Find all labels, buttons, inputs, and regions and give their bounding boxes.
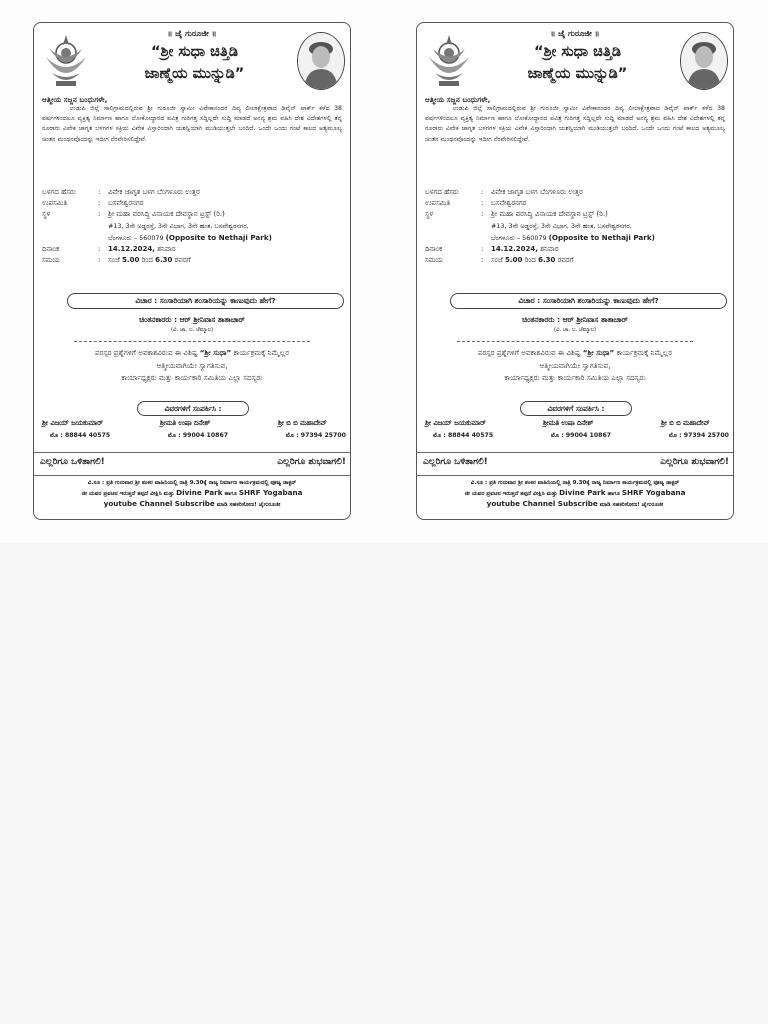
channel-name: SHRF Yogabana [621, 488, 686, 497]
contact-list [42, 419, 346, 440]
contact-phone: ಮೊ : 88844 40575 [433, 432, 494, 439]
invite-line-2: ಆತ್ಮೀಯವಾಗಿಯೇ ಸ್ವಾಗತಿಸುವ, [539, 360, 611, 370]
speaker-subtitle: (ವಿ. ಜಾ. ಬ. ಜೆಮ್ಮಾಲ) [170, 327, 214, 333]
divider [417, 475, 733, 476]
note-text: ಮಾಡಿ ಸಹಕರಿಸೋಣ! ಜೈಗುರೂಜೀ [599, 502, 664, 508]
info-label: ಸ್ಥಳ [425, 210, 434, 218]
info-sep: : [481, 199, 484, 207]
lotus-emblem-icon [42, 29, 90, 89]
time-part: ಸಂಜೆ [491, 256, 503, 264]
note-line-2 [421, 488, 729, 499]
time-end: 6.30 [538, 256, 556, 264]
date-number: 14.12.2024, [108, 245, 155, 253]
address-line-1: #13, 3ನೇ ಅಡ್ಡರಸ್ತೆ, 3ನೇ ವಿಭಾಗ, 3ನೇ ಹಂತ, ಬಸವೇಶ್ವರನಗರ, [491, 222, 632, 230]
contact-heading: ವಿವರಗಳಿಗೆ ಸಂಪರ್ಕಿಸಿ : [137, 401, 249, 416]
speaker: ಚಿಂತನಕಾರರು : ಆರ್ ಶ್ರೀನಿವಾಸ ತಾತಾಚಾರ್ [139, 315, 245, 324]
contact-item [425, 419, 493, 440]
info-row-group [42, 187, 344, 198]
divider [457, 341, 693, 342]
info-sep: : [98, 210, 101, 218]
info-label: ಸ್ಥಳ [42, 210, 51, 218]
title-line-2: ಜಾಣ್ಮೆಯ ಮುನ್ನುಡಿ” [144, 66, 245, 82]
channel-name: Divine Park [176, 488, 223, 497]
address-city: ಬೆಂಗಳೂರು – 560079 [108, 234, 164, 242]
date-label: ದಿನಾಂಕ [42, 245, 60, 253]
info-label: ಉಪಸಮಿತಿ [425, 199, 451, 207]
speaker: ಚಿಂತನಕಾರರು : ಆರ್ ಶ್ರೀನಿವಾಸ ತಾತಾಚಾರ್ [522, 315, 628, 324]
info-row-subcommittee [42, 198, 344, 209]
divider [34, 452, 350, 453]
time-part: ಸಂಜೆ [108, 256, 120, 264]
address-line-2 [42, 232, 344, 244]
intro-paragraph: ಉಡುಪಿ ಜಿಲ್ಲೆ ಸಾಲಿಗ್ರಾಮದಲ್ಲಿರುವ ಶ್ರೀ ಗುರೂಜೀ ಸ್ವಾಮೀ ವಿವೇಕಾನಂದರ ದಿವ್ಯ ಲೀಲಾಕ್ಷೇತ್ರವಾದ ಡಿವೈನ್ ಪಾರ್ಕ್ ಕಳೆದ 38 ವರ್ಷಗಳಿಂದಲೂ ವ್ಯಕ್ತಿತ್ವ ನಿರ್ಮಾಣ ಹಾಗೂ ಲೋಕೋದ್ಧಾರದ ಪವಿತ್ರ ಗುರಿಗತ್ತ ಸದ್ದಿಲ್ಲದೇ ಸುದ್ದಿ ಮಾಡದೆ ಅನನ್ಯ ಶ್ರಮ ವಹಿಸಿ ದೇಶ ವಿದೇಶಗಳಲ್ಲಿ ತನ್ನ ನೂರಾರು ವಿವೇಕ ಜಾಗೃತ ಬಳಗಗಳ ಸಕ್ರಿಯ ವಿವೇಕ ವಿಸ್ತಾರಿಂದಾಗಿ ಯಶಸ್ವಿಯಾಗಿ ಮುಡಿಯುತ್ತಲೇ ಬಂದಿದೆ. ಒಂದೇ ಒಂದು ಗಂಟೆ ಕಾಲದ ಅತ್ಯಮೂಲ್ಯ ಚಿಂತನ ಮಂಥನವೊಂದನ್ನು ಇದೀಗ ನೆರವೇರಿಸಲಿದ್ದೇವೆ. [425, 105, 725, 143]
info-sep: : [481, 256, 484, 264]
event-info [42, 187, 344, 266]
contact-phone: ಮೊ : 99004 10867 [167, 432, 229, 439]
footer-note [38, 478, 346, 510]
date-value [491, 244, 727, 255]
subscribe-text: youtube Channel Subscribe [103, 499, 215, 508]
info-sep: : [481, 188, 484, 196]
contact-item [160, 419, 228, 440]
info-sep: : [98, 245, 101, 253]
portrait-image [680, 32, 728, 90]
channel-name: SHRF Yogabana [238, 488, 303, 497]
note-line-3 [38, 499, 346, 510]
contact-phone: ಮೊ : 88844 40575 [50, 432, 111, 439]
time-part: ರಿಂದ [524, 256, 536, 264]
note-text: ಜೀ ಯವರ ಪ್ರವಚನ ಇರುತ್ತದೆ ತಪ್ಪದೆ ವೀಕ್ಷಿಸಿ ಮತ್ತು [81, 491, 175, 497]
info-value: ವಿವೇಕ ಜಾಗೃತ ಬಳಗ ಬೆಂಗಳೂರು ಉತ್ತರ [491, 188, 583, 196]
info-label: ಬಳಗದ ಹೆಸರು [42, 188, 76, 196]
info-sep: : [481, 245, 484, 253]
contact-phone: ಮೊ : 99004 10867 [550, 432, 612, 439]
time-start: 5.00 [505, 256, 523, 264]
note-text: ಜೀ ಯವರ ಪ್ರವಚನ ಇರುತ್ತದೆ ತಪ್ಪದೆ ವೀಕ್ಷಿಸಿ ಮತ್ತು [464, 491, 558, 497]
address-line-2 [425, 232, 727, 244]
contact-phone: ಮೊ : 97394 25700 [668, 432, 729, 439]
info-sep: : [98, 199, 101, 207]
divider [417, 452, 733, 453]
contact-name: ಶ್ರೀಮತಿ ಉಷಾ ದಿನೇಶ್ [542, 419, 594, 427]
invite-line-3: ಕಾರ್ಯಾಧ್ಯಕ್ಷರು ಮತ್ತು ಕಾರ್ಯಕಾರಿ ಸಮಿತಿಯ ಎಲ್ಲಾ ಸದಸ್ಯರು [504, 373, 646, 382]
invite-line-1 [417, 347, 733, 360]
date-day: ಶನಿವಾರ [540, 245, 559, 253]
note-text: ಹಾಗೂ [607, 491, 620, 497]
welcome-text: ಎಲ್ಲರಿಗೂ ಒಳಿತಾಗಲಿ! [423, 457, 488, 467]
divider [74, 341, 310, 342]
address-landmark: (Opposite to Nethaji Park) [548, 233, 655, 242]
note-text: ಹಾಗೂ [224, 491, 237, 497]
footer-note [421, 478, 729, 510]
note-line-3 [421, 499, 729, 510]
address-landmark: (Opposite to Nethaji Park) [165, 233, 272, 242]
date-day: ಶನಿವಾರ [157, 245, 176, 253]
subscribe-text: youtube Channel Subscribe [486, 499, 598, 508]
contact-phone: ಮೊ : 97394 25700 [285, 432, 346, 439]
contact-heading: ವಿವರಗಳಿಗೆ ಸಂಪರ್ಕಿಸಿ : [520, 401, 632, 416]
invitation-card-left [33, 22, 351, 520]
topic-box: ವಿಚಾರ : ಸಂಸಾರಿಯಾಗಿ ಶಂಸಾರಿಯನ್ನು ಕಾಣುವುದು ಹೇಗೆ? [450, 293, 727, 309]
info-sep: : [481, 210, 484, 218]
contact-name: ಶ್ರೀ ಬಿ ಬಿ ಮಹಾದೇವ್ [277, 419, 327, 427]
info-value: ಶ್ರೀ ಮಹಾ ವರಸಿದ್ಧಿ ವಿನಾಯಕ ದೇವಸ್ಥಾನ ಟ್ರಸ್ಟ್ (ರಿ.) [108, 210, 225, 218]
time-value [108, 255, 344, 266]
time-part: ರವರಗೆ [174, 256, 191, 264]
welcome-text: ಎಲ್ಲರಿಗೂ ಒಳಿತಾಗಲಿ! [40, 457, 105, 467]
speaker-subtitle: (ವಿ. ಜಾ. ಬ. ಜೆಮ್ಮಾಲ) [553, 327, 597, 333]
contact-name: ಶ್ರೀ ಬಿ ಬಿ ಮಹಾದೇವ್ [660, 419, 710, 427]
invite-line-2: ಆತ್ಮೀಯವಾಗಿಯೇ ಸ್ವಾಗತಿಸುವ, [156, 360, 228, 370]
time-part: ರವರಗೆ [557, 256, 574, 264]
contact-name: ಶ್ರೀಮತಿ ಉಷಾ ದಿನೇಶ್ [159, 419, 211, 427]
divider [34, 475, 350, 476]
channel-name: Divine Park [559, 488, 606, 497]
invitation-text [417, 347, 733, 385]
date-label: ದಿನಾಂಕ [425, 245, 443, 253]
info-value: ಬಸವೇಶ್ವರನಗರ [491, 199, 527, 207]
topic-box: ವಿಚಾರ : ಸಂಸಾರಿಯಾಗಿ ಶಂಸಾರಿಯನ್ನು ಕಾಣುವುದು ಹೇಗೆ? [67, 293, 344, 309]
top-line: ॥ ಜೈ ಗುರೂಜೀ ॥ [550, 29, 600, 38]
wishes-text: ಎಲ್ಲರಿಗೂ ಶುಭವಾಗಲಿ! [660, 457, 729, 467]
date-number: 14.12.2024, [491, 245, 538, 253]
program-name: “ಶ್ರೀ ಸುಧಾ” [582, 348, 615, 357]
info-row-group [425, 187, 727, 198]
contact-name: ಶ್ರೀ ವಿಜಯ್ ಜಯಕುಮಾರ್ [42, 419, 103, 427]
info-row-subcommittee [425, 198, 727, 209]
info-value: ಬಸವೇಶ್ವರನಗರ [108, 199, 144, 207]
note-line-2 [38, 488, 346, 499]
invite-line-3: ಕಾರ್ಯಾಧ್ಯಕ್ಷರು ಮತ್ತು ಕಾರ್ಯಕಾರಿ ಸಮಿತಿಯ ಎಲ್ಲಾ ಸದಸ್ಯರು [121, 373, 263, 382]
info-row-venue [425, 209, 727, 220]
contact-item [661, 419, 729, 440]
invite-text: ಪರಸ್ಪರ ಪ್ರಶ್ನೆಗಳಿಗೆ ಅವಕಾಶವಿರುವ ಈ ವಿಶಿಷ್ಟ [477, 348, 581, 357]
wishes-text: ಎಲ್ಲರಿಗೂ ಶುಭವಾಗಲಿ! [277, 457, 346, 467]
contact-item [278, 419, 346, 440]
note-line-1: ವಿ.ಸೂ : ಪ್ರತಿ ಗುರುವಾರ ಶ್ರೀ ಶಂಕರ ವಾಹಿನಿಯಲ್ಲಿ ರಾತ್ರಿ 9.30ಕ್ಕೆ ರಾಜ್ಯ ನಿರ್ಮಾಣ ಕಾರ್ಯಕ್ರಮದಲ್ಲಿ ಪೂಜ್ಯ ಡಾಕ್ಟರ್ [470, 480, 680, 486]
time-part: ರಿಂದ [141, 256, 153, 264]
title [94, 41, 295, 85]
info-label: ಬಳಗದ ಹೆಸರು [425, 188, 459, 196]
title-line-1: “ಶ್ರೀ ಸುಧಾ ಚಿತ್ತಿಡಿ [151, 44, 238, 60]
time-label: ಸಮಯ [42, 256, 60, 264]
title-line-1: “ಶ್ರೀ ಸುಧಾ ಚಿತ್ತಿಡಿ [534, 44, 621, 60]
invitation-text [34, 347, 350, 385]
title-line-2: ಜಾಣ್ಮೆಯ ಮುನ್ನುಡಿ” [527, 66, 628, 82]
intro-paragraph: ಉಡುಪಿ ಜಿಲ್ಲೆ ಸಾಲಿಗ್ರಾಮದಲ್ಲಿರುವ ಶ್ರೀ ಗುರೂಜೀ ಸ್ವಾಮೀ ವಿವೇಕಾನಂದರ ದಿವ್ಯ ಲೀಲಾಕ್ಷೇತ್ರವಾದ ಡಿವೈನ್ ಪಾರ್ಕ್ ಕಳೆದ 38 ವರ್ಷಗಳಿಂದಲೂ ವ್ಯಕ್ತಿತ್ವ ನಿರ್ಮಾಣ ಹಾಗೂ ಲೋಕೋದ್ಧಾರದ ಪವಿತ್ರ ಗುರಿಗತ್ತ ಸದ್ದಿಲ್ಲದೇ ಸುದ್ದಿ ಮಾಡದೆ ಅನನ್ಯ ಶ್ರಮ ವಹಿಸಿ ದೇಶ ವಿದೇಶಗಳಲ್ಲಿ ತನ್ನ ನೂರಾರು ವಿವೇಕ ಜಾಗೃತ ಬಳಗಗಳ ಸಕ್ರಿಯ ವಿವೇಕ ವಿಸ್ತಾರಿಂದಾಗಿ ಯಶಸ್ವಿಯಾಗಿ ಮುಡಿಯುತ್ತಲೇ ಬಂದಿದೆ. ಒಂದೇ ಒಂದು ಗಂಟೆ ಕಾಲದ ಅತ್ಯಮೂಲ್ಯ ಚಿಂತನ ಮಂಥನವೊಂದನ್ನು ಇದೀಗ ನೆರವೇರಿಸಲಿದ್ದೇವೆ. [42, 105, 342, 143]
note-line-1: ವಿ.ಸೂ : ಪ್ರತಿ ಗುರುವಾರ ಶ್ರೀ ಶಂಕರ ವಾಹಿನಿಯಲ್ಲಿ ರಾತ್ರಿ 9.30ಕ್ಕೆ ರಾಜ್ಯ ನಿರ್ಮಾಣ ಕಾರ್ಯಕ್ರಮದಲ್ಲಿ ಪೂಜ್ಯ ಡಾಕ್ಟರ್ [87, 480, 297, 486]
info-label: ಉಪಸಮಿತಿ [42, 199, 68, 207]
invite-text: ಪರಸ್ಪರ ಪ್ರಶ್ನೆಗಳಿಗೆ ಅವಕಾಶವಿರುವ ಈ ವಿಶಿಷ್ಟ [94, 348, 198, 357]
greeting: ಆತ್ಮೀಯ ಸಜ್ಜನ ಬಂಧುಗಳೇ, [425, 95, 491, 104]
info-row-date [425, 244, 727, 255]
info-value: ವಿವೇಕ ಜಾಗೃತ ಬಳಗ ಬೆಂಗಳೂರು ಉತ್ತರ [108, 188, 200, 196]
address-city: ಬೆಂಗಳೂರು – 560079 [491, 234, 547, 242]
info-value: ಶ್ರೀ ಮಹಾ ವರಸಿದ್ಧಿ ವಿನಾಯಕ ದೇವಸ್ಥಾನ ಟ್ರಸ್ಟ್ (ರಿ.) [491, 210, 608, 218]
address-line-1: #13, 3ನೇ ಅಡ್ಡರಸ್ತೆ, 3ನೇ ವಿಭಾಗ, 3ನೇ ಹಂತ, ಬಸವೇಶ್ವರನಗರ, [108, 222, 249, 230]
invitation-card-right [416, 22, 734, 520]
top-line: ॥ ಜೈ ಗುರೂಜೀ ॥ [167, 29, 217, 38]
invite-text: ಕಾರ್ಯಕ್ರಮಕ್ಕೆ ನಿಮ್ಮೆಲ್ಲರ [233, 348, 290, 357]
info-row-time [425, 255, 727, 266]
contact-name: ಶ್ರೀ ವಿಜಯ್ ಜಯಕುಮಾರ್ [425, 419, 486, 427]
info-sep: : [98, 256, 101, 264]
info-row-date [42, 244, 344, 255]
invite-text: ಕಾರ್ಯಕ್ರಮಕ್ಕೆ ನಿಮ್ಮೆಲ್ಲರ [616, 348, 673, 357]
info-sep: : [98, 188, 101, 196]
time-start: 5.00 [122, 256, 140, 264]
note-text: ಮಾಡಿ ಸಹಕರಿಸೋಣ! ಜೈಗುರೂಜೀ [216, 502, 281, 508]
time-end: 6.30 [155, 256, 173, 264]
contact-item [42, 419, 110, 440]
info-row-venue [42, 209, 344, 220]
program-name: “ಶ್ರೀ ಸುಧಾ” [199, 348, 232, 357]
time-value [491, 255, 727, 266]
contact-list [425, 419, 729, 440]
info-row-time [42, 255, 344, 266]
event-info [425, 187, 727, 266]
greeting: ಆತ್ಮೀಯ ಸಜ್ಜನ ಬಂಧುಗಳೇ, [42, 95, 108, 104]
time-label: ಸಮಯ [425, 256, 443, 264]
title [477, 41, 678, 85]
lotus-emblem-icon [425, 29, 473, 89]
date-value [108, 244, 344, 255]
portrait-image [297, 32, 345, 90]
contact-item [543, 419, 611, 440]
invite-line-1 [34, 347, 350, 360]
